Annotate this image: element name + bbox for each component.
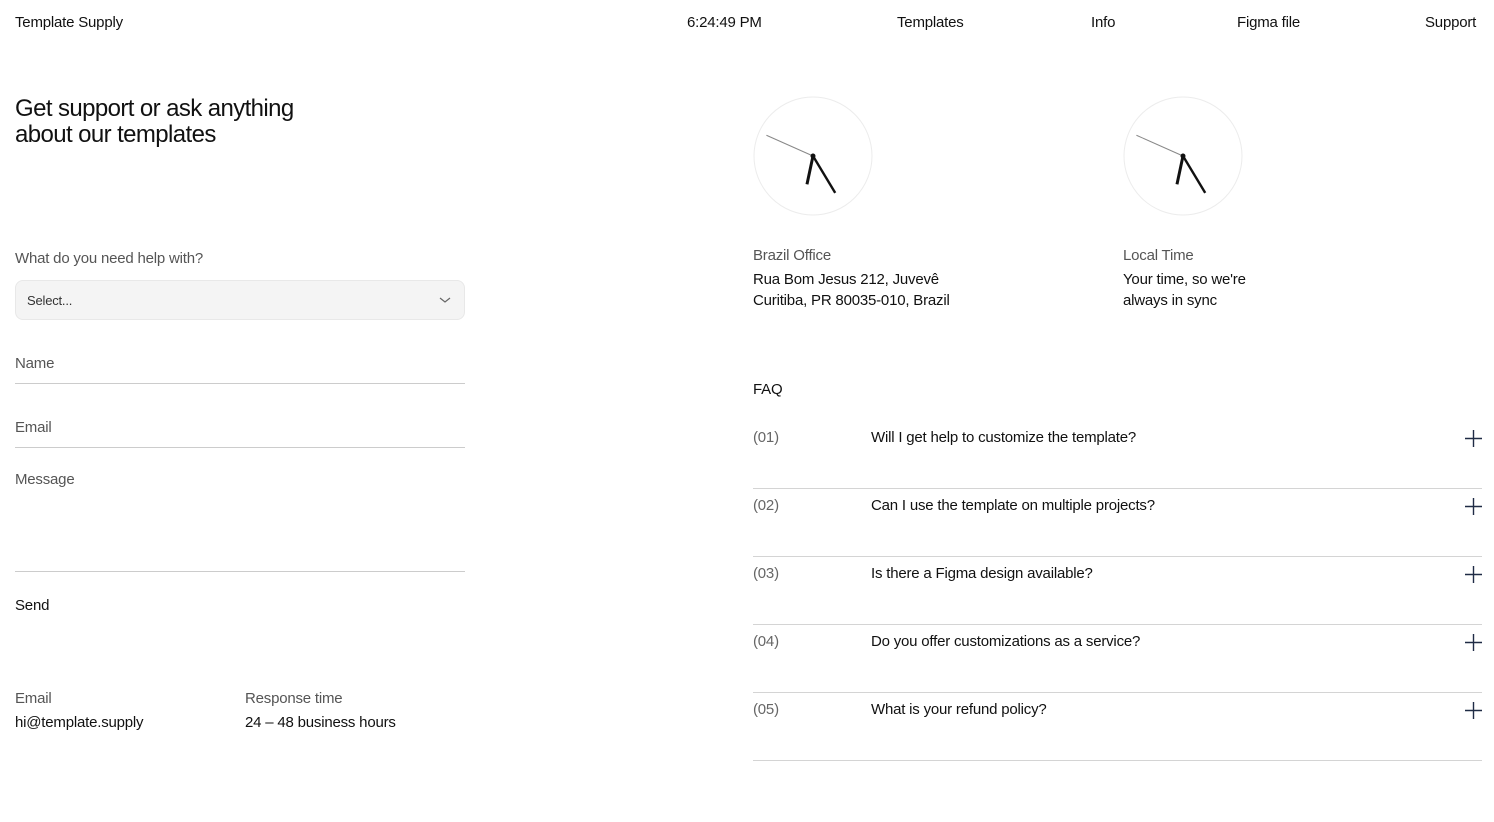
title-line-2: about our templates [15, 121, 216, 148]
response-time-label: Response time [245, 690, 343, 707]
nav-support[interactable]: Support [1425, 14, 1477, 31]
brazil-clock [753, 96, 873, 216]
faq-number: (02) [753, 497, 779, 514]
title-line-1: Get support or ask anything [15, 95, 294, 122]
email-input[interactable] [15, 419, 465, 448]
chevron-down-icon [438, 293, 452, 307]
name-placeholder: Name [15, 355, 55, 372]
office-address-2: Curitiba, PR 80035-010, Brazil [753, 292, 950, 309]
local-time-text-2: always in sync [1123, 292, 1217, 309]
local-time-label: Local Time [1123, 247, 1194, 264]
faq-number: (05) [753, 701, 779, 718]
plus-icon[interactable] [1465, 702, 1482, 719]
plus-icon[interactable] [1465, 430, 1482, 447]
faq-question: Do you offer customizations as a service? [871, 633, 1141, 650]
contact-email-link[interactable]: hi@template.supply [15, 714, 144, 731]
faq-item[interactable] [753, 557, 1482, 625]
message-input[interactable] [15, 471, 465, 572]
faq-question: Is there a Figma design available? [871, 565, 1093, 582]
faq-item[interactable] [753, 625, 1482, 693]
response-time-value: 24 – 48 business hours [245, 714, 396, 731]
faq-title: FAQ [753, 381, 783, 398]
faq-question: Will I get help to customize the template? [871, 429, 1137, 446]
faq-item[interactable] [753, 421, 1482, 489]
help-label: What do you need help with? [15, 250, 204, 267]
local-clock [1123, 96, 1243, 216]
page-title [15, 96, 294, 148]
plus-icon[interactable] [1465, 634, 1482, 651]
brand-logo[interactable]: Template Supply [15, 14, 123, 31]
local-time-text-1: Your time, so we're [1123, 271, 1246, 288]
contact-email-label: Email [15, 690, 52, 707]
office-label: Brazil Office [753, 247, 831, 264]
nav-info[interactable]: Info [1091, 14, 1116, 31]
email-placeholder: Email [15, 419, 52, 436]
faq-item[interactable] [753, 489, 1482, 557]
faq-number: (01) [753, 429, 779, 446]
current-time: 6:24:49 PM [687, 14, 762, 31]
help-select[interactable] [15, 280, 465, 320]
office-address-1: Rua Bom Jesus 212, Juvevê [753, 271, 939, 288]
send-button[interactable]: Send [15, 597, 50, 614]
nav-templates[interactable]: Templates [897, 14, 964, 31]
faq-number: (03) [753, 565, 779, 582]
name-input[interactable] [15, 355, 465, 384]
message-placeholder: Message [15, 471, 75, 488]
select-value: Select... [27, 293, 73, 308]
faq-item[interactable] [753, 693, 1482, 761]
plus-icon[interactable] [1465, 498, 1482, 515]
plus-icon[interactable] [1465, 566, 1482, 583]
faq-question: What is your refund policy? [871, 701, 1047, 718]
nav-figma-file[interactable]: Figma file [1237, 14, 1301, 31]
faq-question: Can I use the template on multiple projects? [871, 497, 1155, 514]
faq-number: (04) [753, 633, 779, 650]
